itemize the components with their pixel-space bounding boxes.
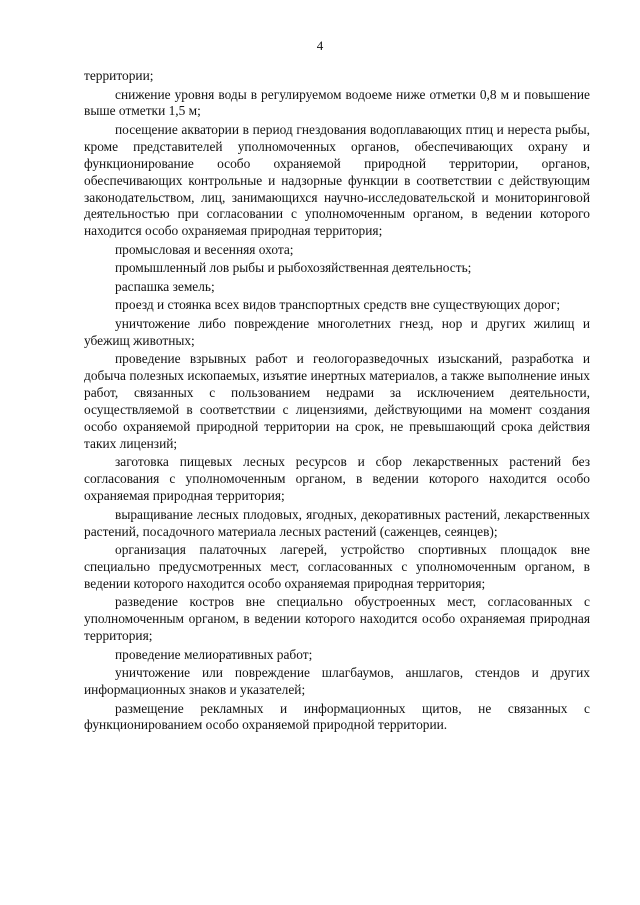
list-item-forest-resources: заготовка пищевых лесных ресурсов и сбор лекарственных растений без согласования с уполномоченным органом, в ведении которого находится особо охраняемая природная территория; <box>84 454 590 504</box>
list-item-nests-destruction: уничтожение либо повреждение многолетних гнезд, нор и других жилищ и убежищ животных; <box>84 315 590 348</box>
paragraph-continuation: территории; <box>84 68 154 83</box>
list-item-plant-cultivation: выращивание лесных плодовых, ягодных, декоративных растений, лекарственных растений, посадочного материала лесных растений (саженцев, сеянцев); <box>84 506 590 539</box>
list-item-fishing: промышленный лов рыбы и рыбохозяйственная деятельность; <box>115 260 472 276</box>
list-item-blasting-mining: проведение взрывных работ и геологоразведочных изысканий, разработка и добыча полезных ископаемых, изъятие инертных материалов, а также выполнение иных работ, связанных с пользованием недрами за исключением деятельности, осуществляемой в соответствии с лицензиями, действующими на момент создания особо охраняемой природной территории на срок, не превышающий срока действия таких лицензий; <box>84 351 590 451</box>
list-item-melioration: проведение мелиоративных работ; <box>115 646 313 662</box>
list-item-water-level: снижение уровня воды в регулируемом водоеме ниже отметки 0,8 м и повышение выше отметки 1,5 м; <box>84 86 590 119</box>
list-item-hunting: промысловая и весенняя охота; <box>115 241 294 257</box>
list-item-campfires: разведение костров вне специально обустроенных мест, согласованных с уполномоченным органом, в ведении которого находится особо охраняемая природная территория; <box>84 594 590 644</box>
list-item-camps: организация палаточных лагерей, устройство спортивных площадок вне специально предусмотренных мест, согласованных с уполномоченным органом, в ведении которого находится особо охраняемая природная территория; <box>84 542 590 591</box>
list-item-signs-damage: уничтожение или повреждение шлагбаумов, аншлагов, стендов и других информационных знаков и указателей; <box>84 665 590 698</box>
page-number: 4 <box>316 38 324 53</box>
list-item-water-area-visit: посещение акватории в период гнездования водоплавающих птиц и нереста рыбы, кроме представителей уполномоченных органов, обеспечивающих охрану и функционирование особо охраняемой природной территории, органов, обеспечивающих контрольные и надзорные функции в соответствии с действующим законодательством, лиц, занимающихся научно-исследовательской и мониторинговой деятельностью при согласовании с уполномоченным органом, в ведении которого находится особо охраняемая природная территория; <box>84 121 590 239</box>
list-item-advertising: размещение рекламных и информационных щитов, не связанных с функционированием особо охраняемой природной территории. <box>84 700 590 733</box>
list-item-ploughing: распашка земель; <box>115 278 215 294</box>
list-item-vehicles: проезд и стоянка всех видов транспортных средств вне существующих дорог; <box>115 297 561 313</box>
document-body <box>84 68 590 736</box>
